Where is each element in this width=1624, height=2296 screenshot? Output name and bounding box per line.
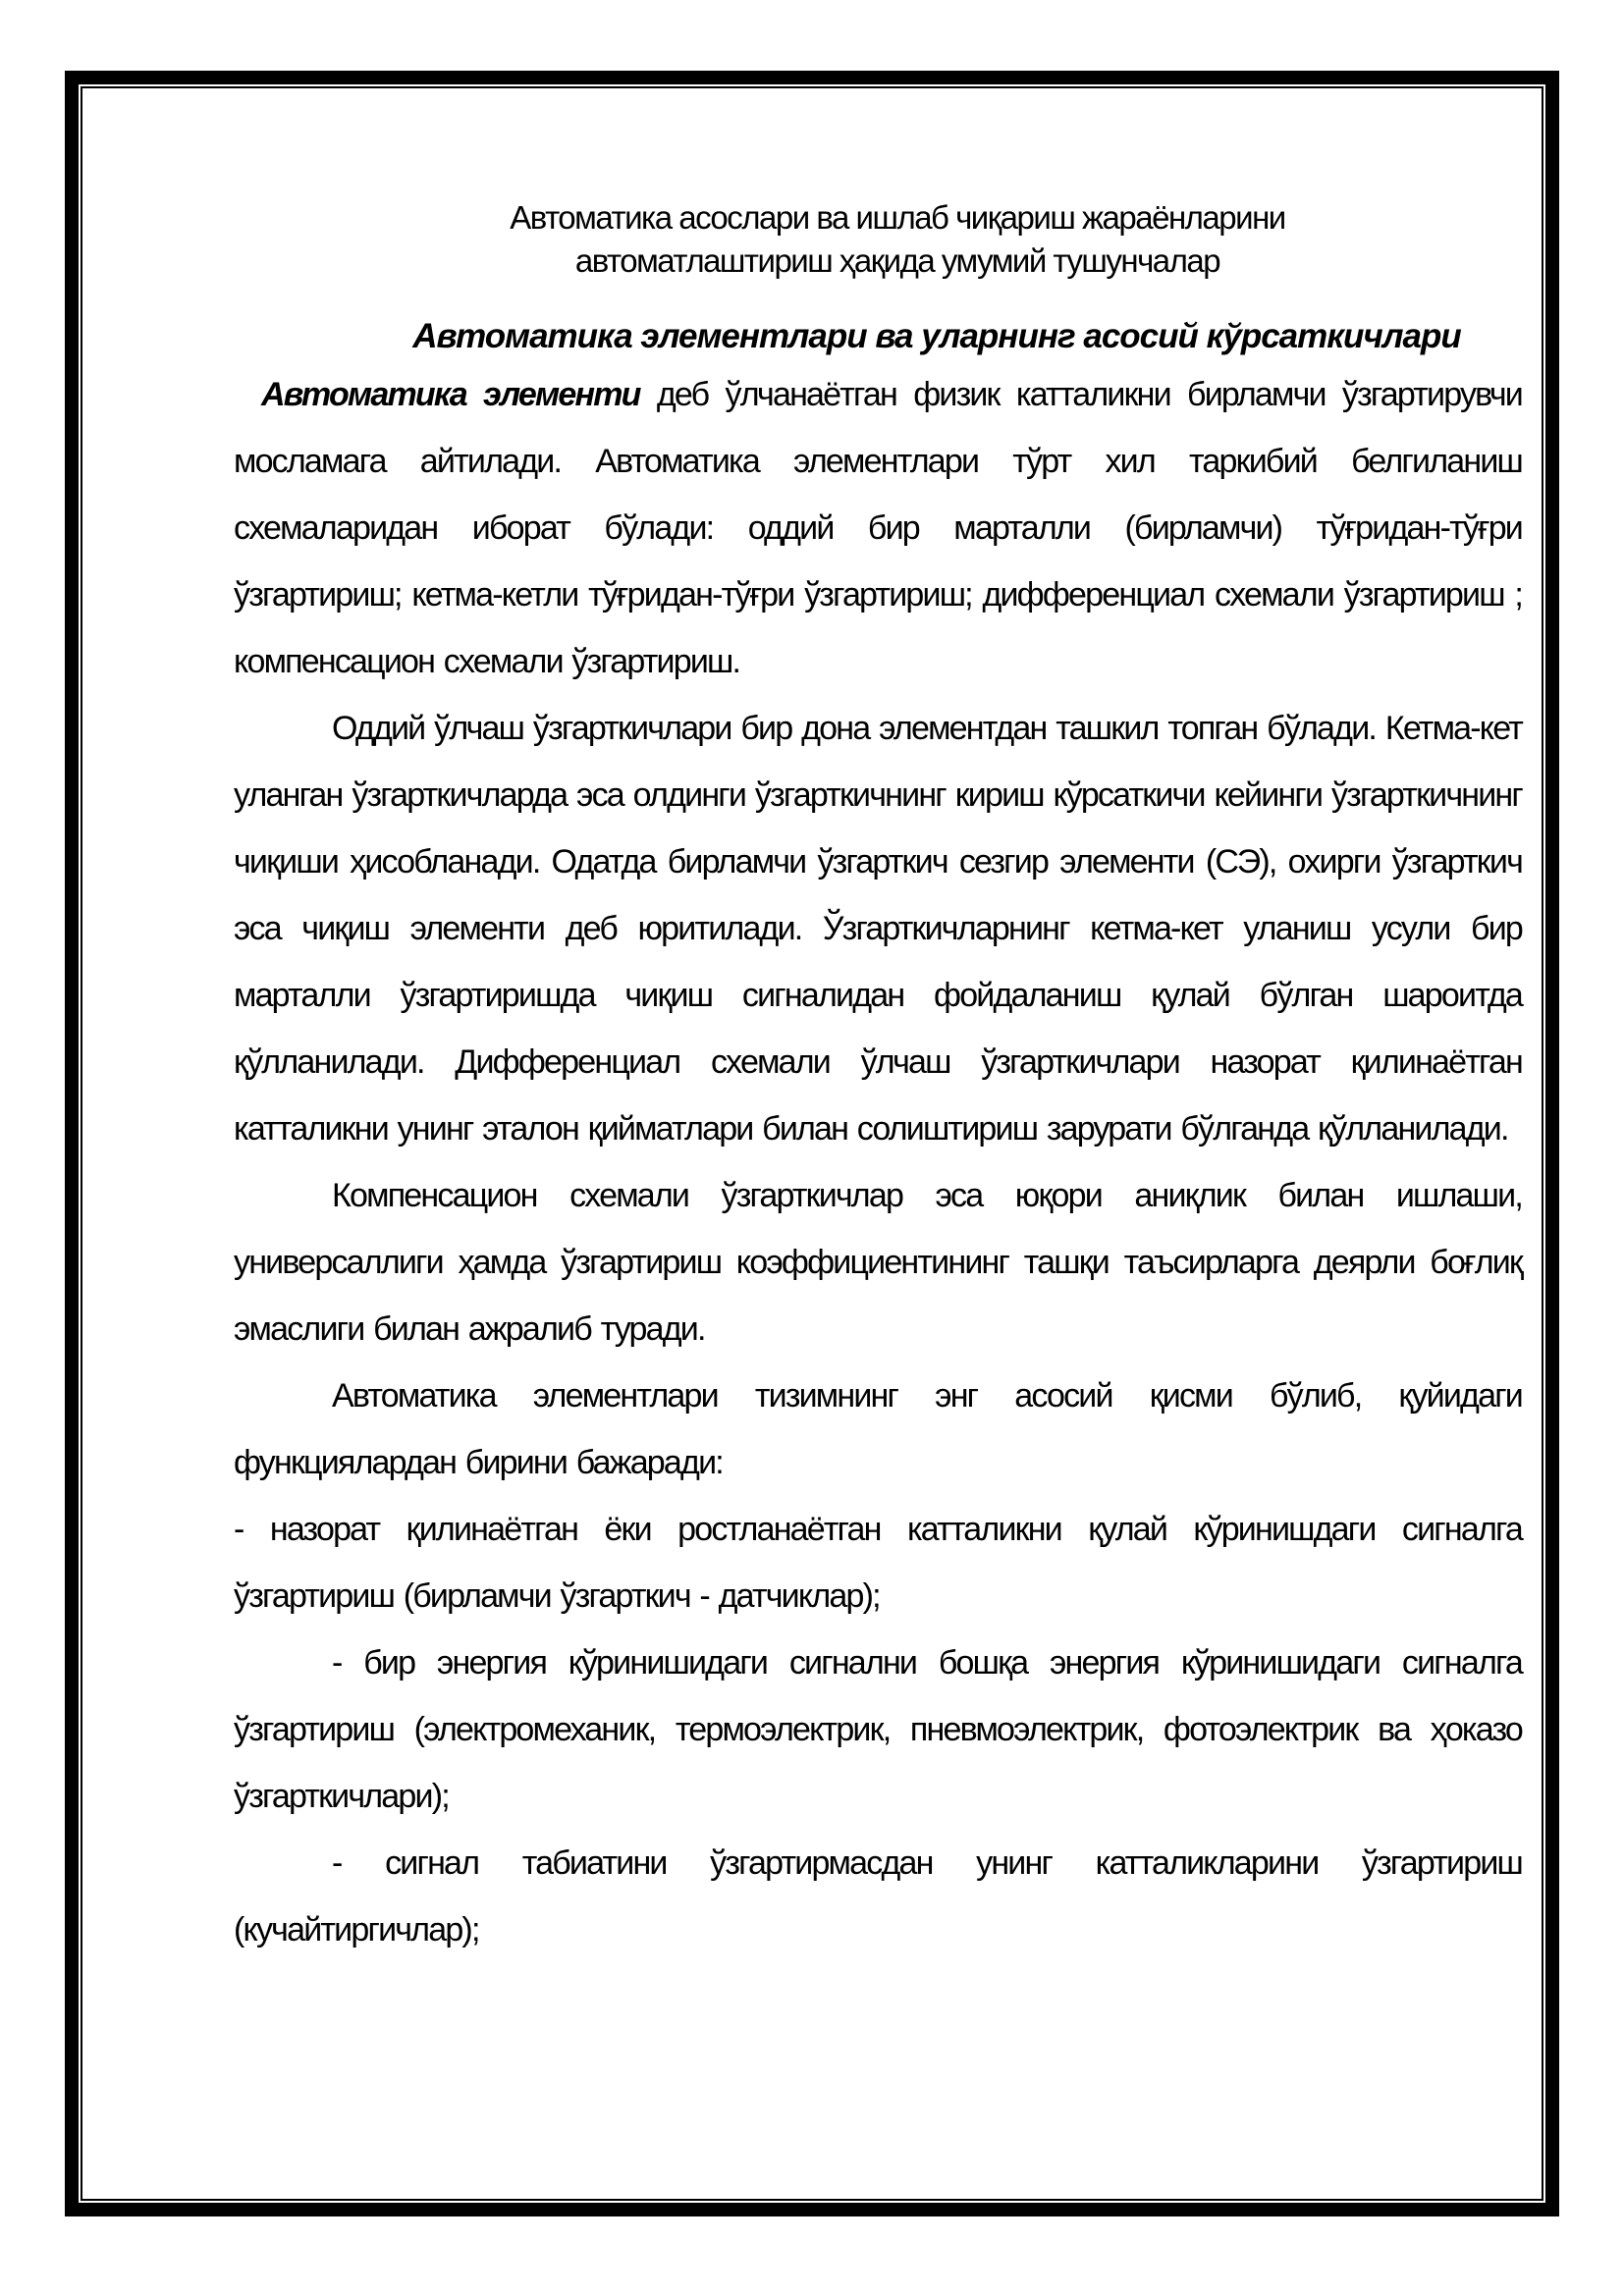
defined-term: Автоматика элементи (261, 376, 640, 413)
paragraph-definition (234, 361, 1522, 695)
list-item-sensors: - назорат қилинаётган ёки ростланаётган катталикни қулай кўринишдаги сигналга ўзгартириш (бирламчи ўзгарткич - датчиклар); (234, 1511, 1522, 1615)
definition-text: деб ўлчанаётган физик катталикни бирламчи ўзгартирувчи мосламага айтилади. Автоматика элементлари тўрт хил таркибий белгиланиш схемаларидан иборат бўлади: оддий бир марталли (бирламчи) тўғридан-тўғри ўзгартириш; кетма-кетли тўғридан-тўғри ўзгартириш; дифференциал схемали ўзгартириш ; компенсацион схемали ўзгартириш. (234, 376, 1522, 680)
list-item-energy-converters: - бир энергия кўринишидаги сигнални бошқа энергия кўринишидаги сигналга ўзгартириш (электромеханик, термоэлектрик, пневмоэлектрик, фотоэлектрик ва ҳоказо ўзгарткичлари); (234, 1644, 1522, 1815)
title-line-2: автоматлаштириш ҳақида умумий тушунчалар (574, 242, 1220, 279)
paragraph-compensation: Компенсацион схемали ўзгарткичлар эса юқори аниқлик билан ишлаши, универсаллиги ҳамда ўзгартириш коэффициентининг ташқи таъсирларга деярли боғлиқ эмаслиги билан ажралиб туради. (234, 1177, 1522, 1348)
document-title (273, 196, 1522, 283)
document-body (234, 196, 1522, 1963)
section-heading: Автоматика элементлари ва уларнинг асосий кўрсаткичлари (412, 317, 1461, 355)
paragraph-functions: Автоматика элементлари тизимнинг энг асосий қисми бўлиб, қуйидаги функциялардан бирини бажаради: (234, 1377, 1522, 1481)
title-line-1: Автоматика асослари ва ишлаб чиқариш жараёнларини (510, 199, 1285, 236)
list-item-amplifiers: - сигнал табиатини ўзгартирмасдан унинг катталикларини ўзгартириш (кучайтиргичлар); (234, 1844, 1522, 1949)
paragraph-simple-converters: Оддий ўлчаш ўзгарткичлари бир дона элементдан ташкил топган бўлади. Кетма-кет уланган ўзгарткичларда эса олдинги ўзгарткичнинг кириш кўрсаткичи кейинги ўзгарткичнинг чиқиши ҳисобланади. Одатда бирламчи ўзгарткич сезгир элементи (СЭ), охирги ўзгарткич эса чиқиш элементи деб юритилади. Ўзгарткичларнинг кетма-кет уланиш усули бир марталли ўзгартиришда чиқиш сигналидан фойдаланиш қулай бўлган шароитда қўлланилади. Дифференциал схемали ўлчаш ўзгарткичлари назорат қилинаётган катталикни унинг эталон қийматлари билан солиштириш зарурати бўлганда қўлланилади. (234, 710, 1522, 1148)
